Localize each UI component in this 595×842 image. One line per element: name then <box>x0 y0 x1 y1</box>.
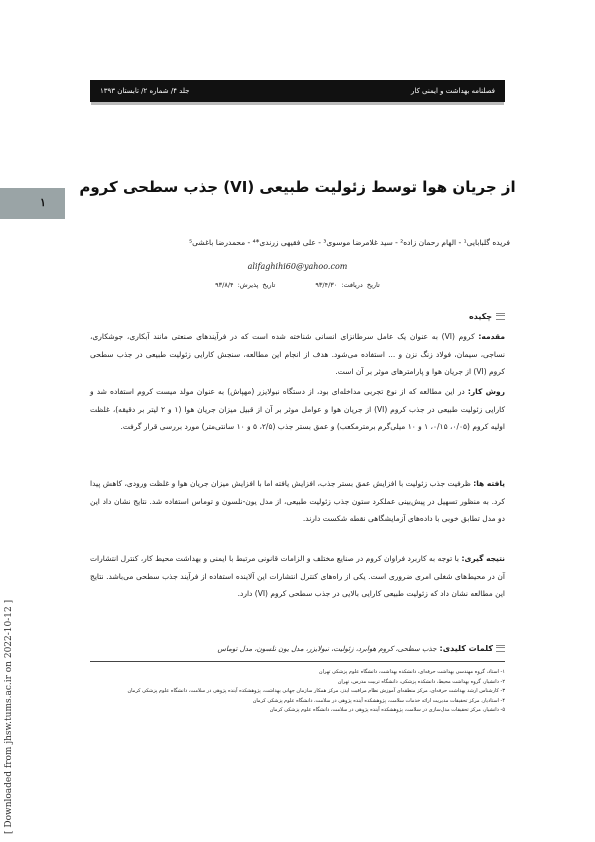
abstract-heading <box>469 312 505 321</box>
article-dates <box>0 281 595 289</box>
journal-header <box>90 80 505 102</box>
abstract-results <box>90 475 505 528</box>
introduction-text: کروم (VI) به عنوان یک عامل سرطانزای انسانی شناخته شده است که در فرآیندهای صنعتی مانند آبکاری، جوشکاری، نساجی، سیمان، فولاد زنگ نزن و ... استفاده می‌شود. هدف از انجام این مطالعه، سنجش کارایی زئولیت طبیعی در جذب سطحی کروم (VI) از جریان هوا و پارامترهای موثر بر آن است. <box>90 332 505 376</box>
affiliations <box>90 668 505 716</box>
accepted-date: تاریخ پذیرش: ۹۳/۸/۴ <box>215 281 276 289</box>
download-watermark: [ Downloaded from jhsw.tums.ac.ir on 2022-10-12 ] <box>4 599 14 834</box>
conclusion-label: نتیجه گیری: <box>461 554 505 563</box>
page-number: ۱ <box>40 196 46 209</box>
methods-text: در این مطالعه که از نوع تجربی مداخله‌ای بود، از دستگاه نبولایزر (مهپاش) به عنوان مولد میست کروم استفاده شد و کارایی زئولیت طبیعی در جذب کروم (VI) از جریان هوا و عوامل موثر بر آن از قبیل میزان جریان هوا (۱ و ۲ لیتر بر دقیقه)، غلظت اولیه کروم (۰/۰۵، ۰/۱۵، ۱ و ۱۰ میلی‌گرم برمترمکعب) و عمق بستر جذب (۲/۵، ۵ و ۱۰ سانتی‌متر) مورد بررسی قرار گرفت. <box>90 387 506 431</box>
header-underline <box>91 102 504 105</box>
menu-lines-icon <box>496 645 505 652</box>
affiliation-item: ۲- دانشیار، گروه بهداشت محیط، دانشکده پزشکی، دانشگاه تربیت مدرس، تهران <box>337 678 505 685</box>
keywords-label: کلمات کلیدی: <box>439 644 493 653</box>
abstract-conclusion <box>90 550 505 603</box>
footnote-divider <box>90 661 505 662</box>
keywords <box>217 644 505 653</box>
issue-info: جلد ۴/ شماره ۲/ تابستان ۱۳۹۳ <box>100 87 190 95</box>
abstract-introduction <box>90 328 505 381</box>
affiliation-item: ۵- دانشیار، مرکز تحقیقات مدل‌سازی در سلامت، پژوهشکده آینده پژوهی در سلامت، دانشگاه علوم پزشکی کرمان <box>269 707 505 713</box>
conclusion-text: با توجه به کاربرد فراوان کروم در صنایع مختلف و الزامات قانونی مرتبط با ایمنی و بهداشت محیط کار، کنترل انتشارات آن در محیط‌های شغلی امری ضروری است. یکی از راه‌های کنترل انتشارات این آلاینده استفاده از فرآیند جذب سطحی می‌باشد. نتایج این مطالعه نشان داد که زئولیت طبیعی کارایی بالایی در جذب سطحی کروم (VI) دارد. <box>90 554 505 598</box>
methods-label: روش کار: <box>467 387 505 396</box>
introduction-label: مقدمه: <box>478 332 505 341</box>
affiliation-item: ۴- استادیار، مرکز تحقیقات مدیریت ارائه خدمات سلامت، پژوهشکده آینده پژوهی در سلامت، دانشگاه علوم پزشکی کرمان <box>252 697 505 704</box>
author-list: فریده گلبابایی¹ - الهام رحمان زاده² - سید غلامرضا موسوی³ - علی فقیهی زرندی*⁴ - محمدرضا باغشی⁵ <box>189 238 510 247</box>
article-title: جذب سطحی کروم (VI) از جریان هوا توسط زئولیت طبیعی <box>79 178 516 196</box>
menu-lines-icon <box>496 313 505 320</box>
keywords-text: جذب سطحی، کروم هوابرد، زئولیت، نبولایزر، مدل یون نلسون، مدل توماس <box>217 644 437 653</box>
received-date: تاریخ دریافت: ۹۳/۴/۳۰ <box>315 281 380 289</box>
results-text: ظرفیت جذب زئولیت با افزایش عمق بستر جذب، افزایش یافته اما با افزایش میزان جریان هوا و غلظت ورودی، کاهش پیدا کرد. به منظور تسهیل در پیش‌بینی عملکرد ستون جذب زئولیت طبیعی، از مدل یون-نلسون و توماس استفاده شد. نتایج نشان داد این دو مدل تطابق خوبی با داده‌های آزمایشگاهی نقطه شکست دارند. <box>90 479 505 523</box>
affiliation-item: ۱- استاد، گروه مهندسی بهداشت حرفه‌ای، دانشکده بهداشت، دانشگاه علوم پزشکی تهران <box>318 669 505 675</box>
abstract-methods <box>90 383 505 436</box>
corresponding-email[interactable]: alifaghihi60@yahoo.com <box>247 262 348 271</box>
results-label: یافته ها: <box>473 479 506 488</box>
affiliation-item: ۳- کارشناس ارشد بهداشت حرفه‌ای، مرکز منطقه‌ای آموزش نظام مراقبت ایدز، مرکز همکار سازمان جهانی بهداشت، پژوهشکده آینده پژوهی در سلامت، دانشگاه علوم پزشکی کرمان <box>127 688 505 694</box>
abstract-heading-label: چکیده <box>468 312 492 321</box>
journal-name: فصلنامه بهداشت و ایمنی کار <box>410 87 495 95</box>
